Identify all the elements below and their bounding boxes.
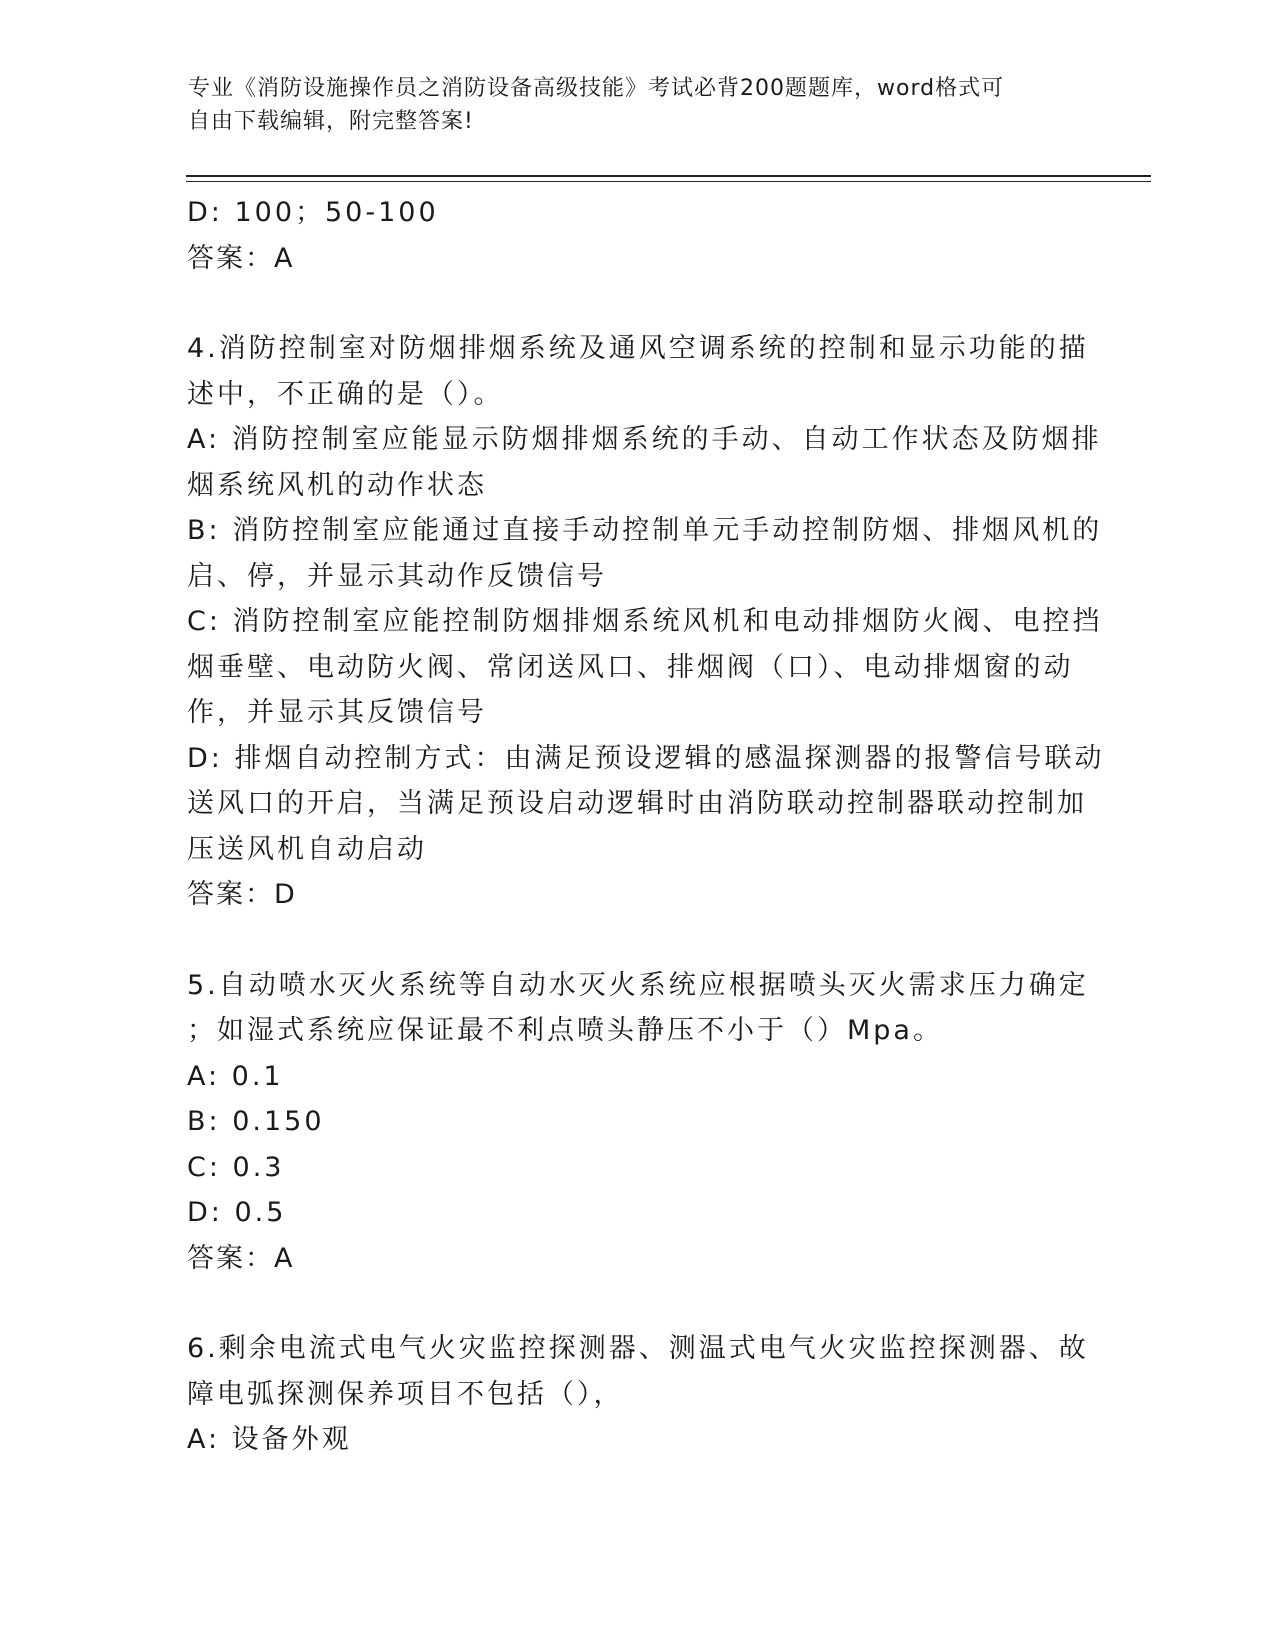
option-d: D: 排烟自动控制方式：由满足预设逻辑的感温探测器的报警信号联动 (187, 742, 1105, 774)
question-stem: 述中，不正确的是（）。 (187, 378, 504, 410)
option-a: A: 0.1 (187, 1060, 284, 1092)
question-stem: 6.剩余电流式电气火灾监控探测器、测温式电气火灾监控探测器、故 (187, 1333, 1089, 1364)
option-a: 烟系统风机的动作状态 (187, 469, 487, 501)
header-line-1: 专业《消防设施操作员之消防设备高级技能》考试必背200题题库，word格式可 (188, 76, 1005, 101)
option-d: D: 100；50-100 (187, 197, 439, 228)
option-d: D: 0.5 (187, 1197, 287, 1228)
option-c: 作，并显示其反馈信号 (187, 697, 487, 728)
question-stem: 5.自动喷水灭火系统等自动水灭火系统应根据喷头灭火需求压力确定 (187, 969, 1089, 1001)
answer-line: 答案：A (187, 1242, 295, 1274)
option-d: 送风口的开启，当满足预设启动逻辑时由消防联动控制器联动控制加 (187, 788, 1087, 819)
option-c: C: 消防控制室应能控制防烟排烟系统风机和电动排烟防火阀、电控挡 (187, 606, 1103, 637)
option-c: 烟垂壁、电动防火阀、常闭送风口、排烟阀（口）、电动排烟窗的动 (187, 651, 1074, 683)
question-stem: 4.消防控制室对防烟排烟系统及通风空调系统的控制和显示功能的描 (187, 333, 1089, 364)
option-b: B: 0.150 (187, 1106, 325, 1137)
header-divider-thick (186, 175, 1151, 177)
header-divider-thin (186, 181, 1151, 182)
option-b: B: 消防控制室应能通过直接手动控制单元手动控制防烟、排烟风机的 (187, 515, 1103, 546)
option-b: 启、停，并显示其动作反馈信号 (187, 560, 607, 592)
question-block-4 (187, 326, 1105, 918)
question-stem: ；如湿式系统应保证最不利点喷头静压不小于（）Mpa。 (187, 1015, 943, 1046)
option-a: A: 设备外观 (187, 1424, 352, 1455)
question-block-5 (187, 963, 1087, 1282)
header-line-2: 自由下载编辑，附完整答案! (188, 109, 474, 134)
option-d: 压送风机自动启动 (187, 833, 427, 865)
question-stem: 障电弧探测保养项目不包括（）， (187, 1378, 624, 1410)
answer-line: 答案：D (187, 879, 297, 910)
page-header (188, 72, 1068, 138)
option-a: A: 消防控制室应能显示防烟排烟系统的手动、自动工作状态及防烟排 (187, 424, 1102, 455)
question-block-6 (187, 1326, 1087, 1463)
answer-line: 答案：A (187, 242, 295, 274)
option-c: C: 0.3 (187, 1151, 285, 1183)
question-block-3 (187, 190, 1087, 281)
question-content (187, 190, 1105, 1463)
